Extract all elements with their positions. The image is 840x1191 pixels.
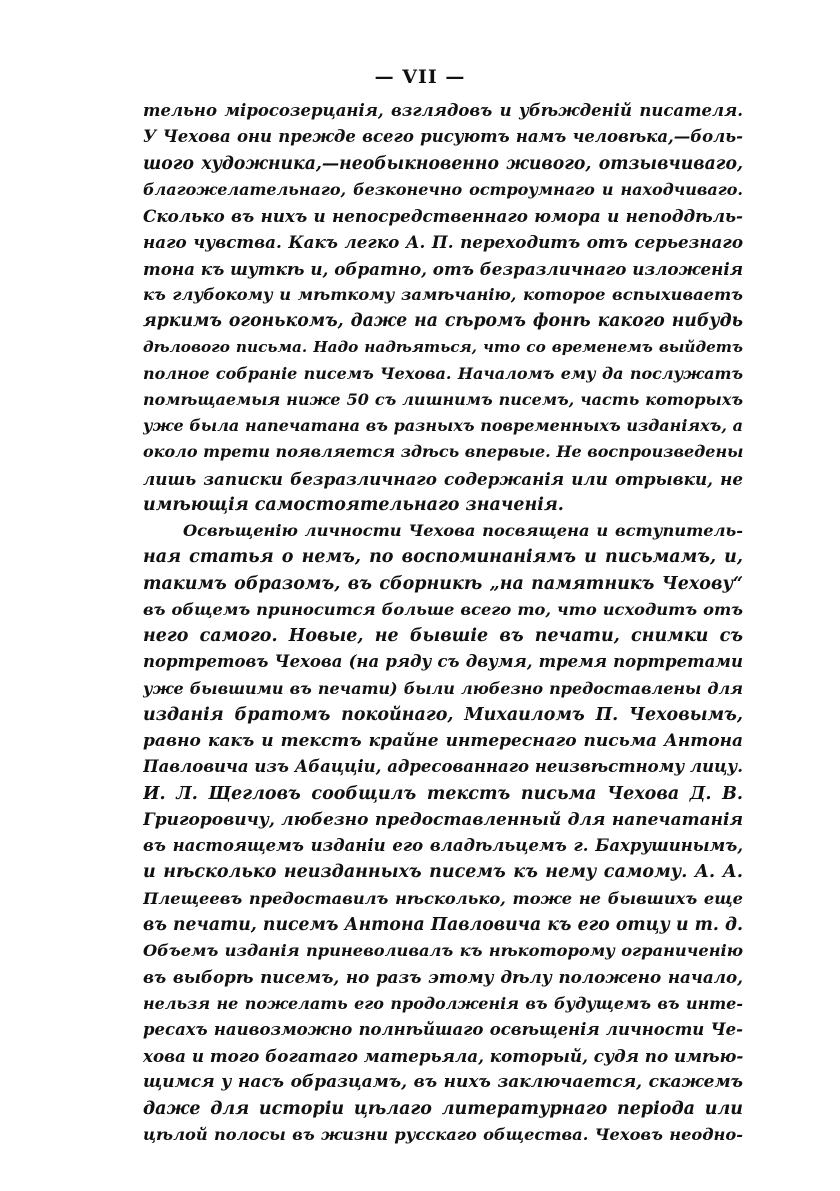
text-line: ресахъ наивозможно полнѣйшаго освѣщенія личности Че- — [143, 1019, 743, 1039]
text-line: Плещеевъ предоставилъ нѣсколько, тоже не бывшихъ еще — [143, 888, 743, 908]
text-line: и нѣсколько неизданныхъ писемъ къ нему самому. А. А. — [143, 862, 743, 883]
text-line: около трети появляется здѣсь впервые. Не воспроизведены — [143, 442, 743, 462]
text-line: имѣющія самостоятельнаго значенія. — [143, 494, 564, 515]
text-line: портретовъ Чехова (на ряду съ двумя, тремя портретами — [143, 652, 743, 672]
text-line: яркимъ огонькомъ, даже на сѣромъ фонѣ какого нибудь — [143, 311, 743, 331]
text-line: благожелательнаго, безконечно остроумнаго и находчиваго. — [143, 179, 743, 199]
text-line: шого художника,—необыкновенно живого, отзывчиваго, — [143, 153, 743, 174]
text-line: нельзя не пожелать его продолженія въ будущемъ въ инте- — [143, 993, 743, 1013]
text-line: въ печати, писемъ Антона Павловича къ его отцу и т. д. — [143, 914, 743, 935]
text-line: Сколько въ нихъ и непосредственнаго юмора и неподдѣль- — [143, 206, 743, 226]
text-line: У Чехова они прежде всего рисуютъ намъ человѣка,—боль- — [143, 127, 743, 147]
text-line: лишь записки безразличнаго содержанія или отрывки, не — [143, 468, 743, 489]
body-text — [143, 98, 743, 1148]
text-line: въ общемъ приносится больше всего то, что исходитъ отъ — [143, 599, 743, 619]
text-line: Объемъ изданія приневоливалъ къ нѣкоторому ограниченію — [143, 941, 743, 960]
text-line: тона къ шуткѣ и, обратно, отъ безразличнаго изложенія — [143, 258, 743, 279]
text-line: щимся у насъ образцамъ, въ нихъ заключается, скажемъ — [143, 1072, 743, 1093]
text-line: къ глубокому и мѣткому замѣчанію, которое вспыхиваетъ — [143, 284, 743, 304]
text-line: помѣщаемыя ниже 50 съ лишнимъ писемъ, часть которыхъ — [143, 389, 743, 409]
text-line: уже бывшими въ печати) были любезно предоставлены для — [143, 678, 743, 698]
page-number: — VII — — [374, 66, 466, 88]
text-line: дѣлового письма. Надо надѣяться, что со временемъ выйдетъ — [143, 338, 743, 357]
text-line: хова и того богатаго матерьяла, который, судя по имѣю- — [143, 1046, 743, 1066]
text-line: него самого. Новые, не бывшіе въ печати, снимки съ — [143, 626, 743, 646]
text-line: цѣлой полосы въ жизни русскаго общества. Чеховъ неодно- — [143, 1124, 743, 1144]
text-line: въ выборѣ писемъ, но разъ этому дѣлу положено начало, — [143, 967, 743, 988]
text-line: полное собраніе писемъ Чехова. Началомъ ему да послужатъ — [143, 363, 743, 383]
text-line: ная статья о немъ, по воспоминаніямъ и письмамъ, и, — [143, 547, 743, 568]
text-line: И. Л. Щегловъ сообщилъ текстъ письма Чехова Д. В. — [143, 783, 743, 804]
text-line: даже для исторіи цѣлаго литературнаго періода или — [143, 1098, 743, 1119]
text-line: изданія братомъ покойнаго, Михаиломъ П. Чеховымъ, — [143, 704, 743, 725]
text-line: уже была напечатана въ разныхъ повременныхъ изданіяхъ, а — [143, 416, 743, 435]
text-line: такимъ образомъ, въ сборникѣ „на памятникъ Чехову“ — [143, 573, 743, 594]
text-line: наго чувства. Какъ легко А. П. переходитъ отъ серьезнаго — [143, 232, 743, 253]
text-line: Освѣщенію личности Чехова посвящена и вступитель- — [183, 521, 743, 540]
text-line: Павловича изъ Абацціи, адресованнаго неизвѣстному лицу. — [143, 757, 743, 777]
text-line: Григоровичу, любезно предоставленный для напечатанія — [143, 809, 743, 830]
text-line: тельно міросозерцанія, взглядовъ и убѣжденій писателя. — [143, 101, 743, 120]
text-line: равно какъ и текстъ крайне интереснаго письма Антона — [143, 731, 743, 751]
text-line: въ настоящемъ изданіи его владѣльцемъ г. Бахрушинымъ, — [143, 836, 743, 855]
